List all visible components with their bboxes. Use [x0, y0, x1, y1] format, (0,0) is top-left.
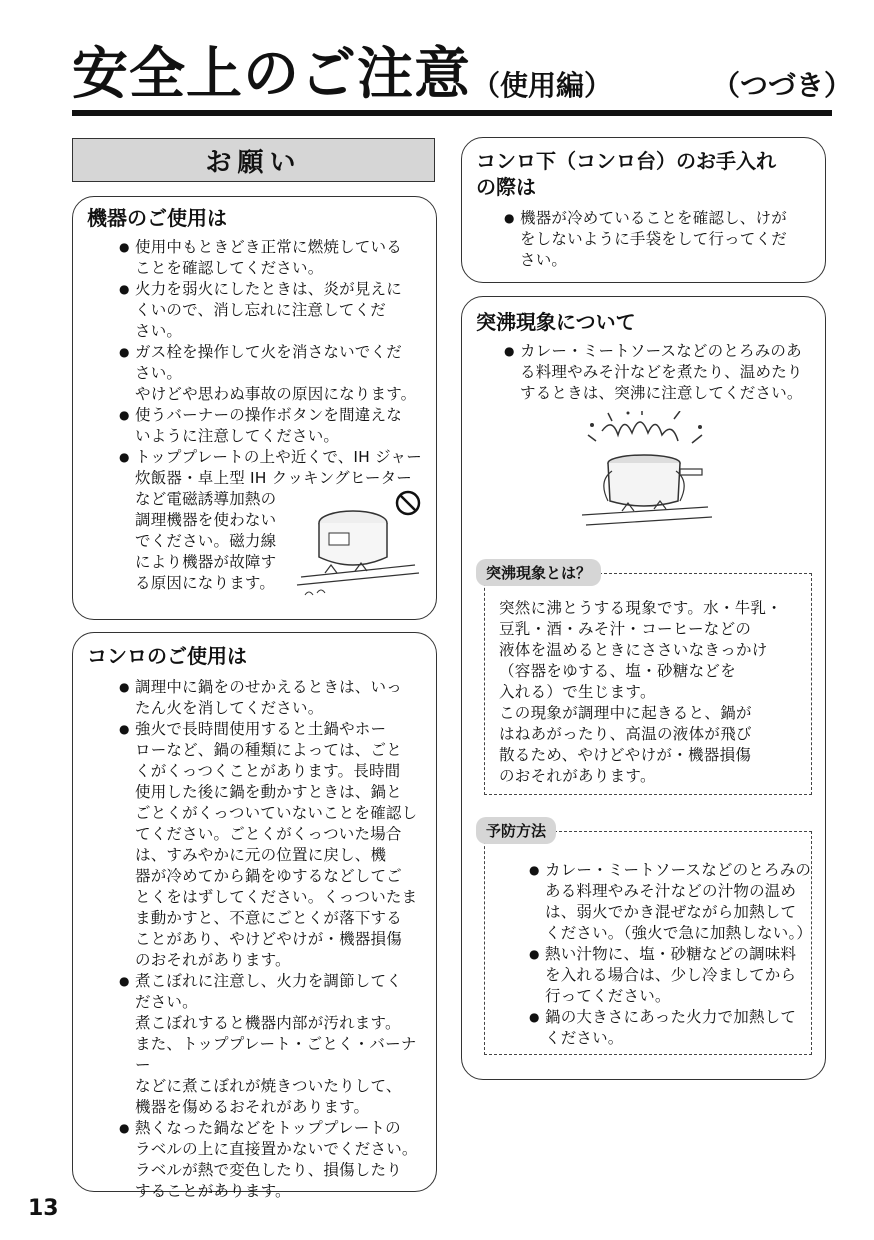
prevention-item: ● 鍋の大きさにあった火力で加熱して ください。: [529, 1007, 831, 1049]
explanation-line: 突然に沸とうする現象です。水・牛乳・: [499, 599, 783, 617]
caution-item: ● ガス栓を操作して火を消さないでくだ さい。 やけどや思わぬ事故の原因になります。: [119, 342, 422, 405]
section-cleaning-under-stove: [461, 137, 826, 283]
page-subtitle: （使用編）: [472, 69, 613, 102]
explanation-line: 入れる）で生じます。: [499, 683, 656, 701]
caution-item: ● 熱くなった鍋などをトッププレートの ラベルの上に直接置かないでください。 ラベルが熱で変色したり、損傷したり することがあります。: [119, 1118, 422, 1202]
boiling-pot-illustration: [582, 411, 712, 531]
section-title-line1: コンロ下（コンロ台）のお手入れ: [476, 149, 776, 173]
caution-item: ● 調理中に鍋をのせかえるときは、いっ たん火を消してください。: [119, 677, 422, 719]
caution-item: ● トッププレートの上や近くで、IH ジャー 炊飯器・卓上型 IH クッキングヒーター など電磁誘導加熱の 調理機器を使わない でください。磁力線 により機器が故障す る原因になります。: [119, 447, 422, 594]
continued-label: （つづき）: [712, 69, 853, 102]
request-banner: お願い: [72, 138, 435, 182]
caution-list: [119, 677, 422, 1202]
caution-item: ● 機器が冷めていることを確認し、けが をしないように手袋をして行ってくだ さい。: [504, 208, 811, 271]
prevention-list: [529, 860, 831, 1049]
section-title-line2: の際は: [476, 175, 536, 199]
explanation-line: この現象が調理中に起きると、鍋が: [499, 704, 752, 722]
prevention-item: ● 熱い汁物に、塩・砂糖などの調味料 を入れる場合は、少し冷ましてから 行ってください。: [529, 944, 831, 1007]
caution-item: ● 火力を弱火にしたときは、炎が見えに くいので、消し忘れに注意してくだ さい。: [119, 279, 422, 342]
caution-item: ● 強火で長時間使用すると土鍋やホー ローなど、鍋の種類によっては、ごと くがくっつくことがあります。長時間 使用した後に鍋を動かすときは、鍋と ごとくがくっついていないことを確認し てください。ごとくがくっついた場合 は、すみやかに元の位置に戻し、機 器が冷めてから鍋をゆするなどしてご とくをはずしてください。くっついたま ま動かすと、不意にごとくが落下する ことがあり、やけどやけが・機器損傷 のおそれがあります。: [119, 719, 422, 971]
section-stove-use: [72, 632, 437, 1200]
section-sudden-boiling: [461, 296, 826, 1080]
section-device-use: [72, 196, 437, 620]
caution-item: ● カレー・ミートソースなどのとろみのあ る料理やみそ汁などを煮たり、温めたり するときは、突沸に注意してください。: [504, 341, 811, 404]
page-title: 安全上のご注意: [72, 42, 471, 107]
caution-item: ● 使用中もときどき正常に燃焼している ことを確認してください。: [119, 237, 422, 279]
explanation-line: （容器をゆする、塩・砂糖などを: [499, 662, 737, 680]
prevention-item: ● カレー・ミートソースなどのとろみの ある料理やみそ汁などの汁物の温め は、弱火でかき混ぜながら加熱して ください。（強火で急に加熱しない。）: [529, 860, 831, 944]
prevention-tag: 予防方法: [476, 817, 556, 844]
title-rule: [72, 110, 832, 116]
explanation-line: 豆乳・酒・みそ汁・コーヒーなどの: [499, 620, 752, 638]
section-title: 突沸現象について: [476, 310, 636, 334]
explanation-line: のおそれがあります。: [499, 767, 656, 785]
section-title: 機器のご使用は: [87, 206, 227, 230]
caution-list: [504, 208, 811, 271]
explanation-line: 液体を温めるときにささいなきっかけ: [499, 641, 768, 659]
what-is-sudden-boiling-box: [484, 573, 812, 795]
explanation-line: はねあがったり、高温の液体が飛び: [499, 725, 752, 743]
caution-item: ● 煮こぼれに注意し、火力を調節してく ださい。 煮こぼれすると機器内部が汚れます。 また、トッププレート・ごとく・バーナー などに煮こぼれが焼きついたりして、 機器を傷めるおそれがあります。: [119, 971, 422, 1118]
section-title: コンロのご使用は: [87, 644, 247, 668]
caution-item: ● 使うバーナーの操作ボタンを間違えな いように注意してください。: [119, 405, 422, 447]
page-number: 13: [28, 1196, 59, 1221]
caution-list: [504, 341, 811, 404]
rice-cooker-prohibited-illustration: [295, 487, 427, 601]
prevention-box: [484, 831, 812, 1055]
explanation-line: 散るため、やけどやけが・機器損傷: [499, 746, 752, 764]
what-is-tag: 突沸現象とは？: [476, 559, 601, 586]
